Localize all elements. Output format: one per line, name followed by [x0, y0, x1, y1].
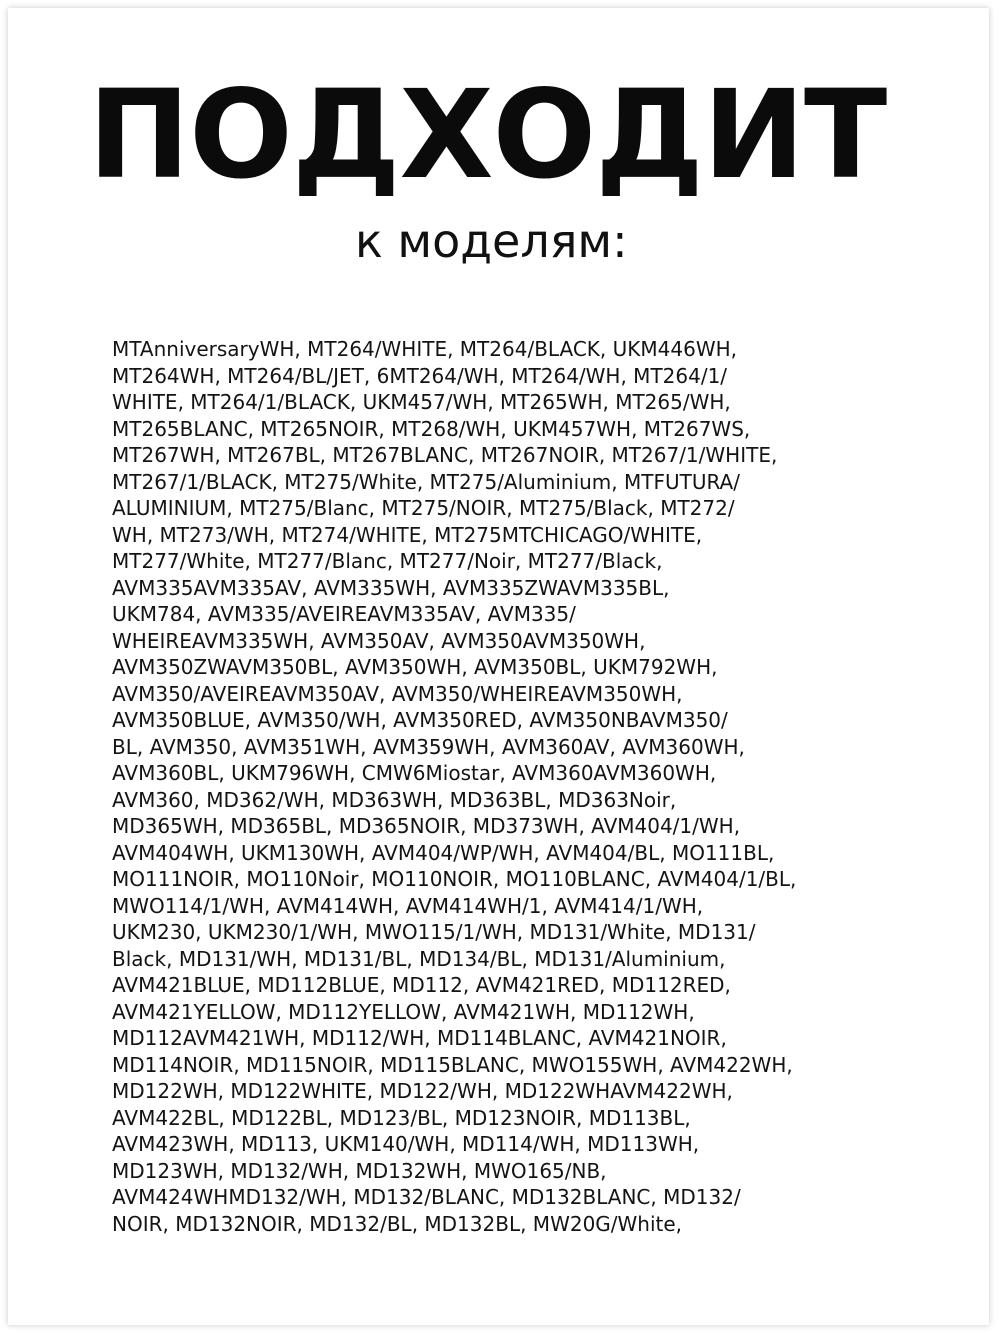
model-list-line: MO111NOIR, MO110Noir, MO110NOIR, MO110BLANC, AVM404/1/BL,: [112, 867, 797, 891]
model-list-line: UKM784, AVM335/AVEIREAVM335AV, AVM335/: [112, 602, 576, 626]
model-list-line: MWO114/1/WH, AVM414WH, AVM414WH/1, AVM414/1/WH,: [112, 893, 704, 918]
page-card: [8, 8, 989, 1325]
model-list-line: MT267WH, MT267BL, MT267BLANC, MT267NOIR, MT267/1/WHITE,: [112, 443, 778, 467]
model-list-line: MD112AVM421WH, MD112/WH, MD114BLANC, AVM421NOIR,: [112, 1026, 727, 1050]
model-list-line: AVM350ZWAVM350BL, AVM350WH, AVM350BL, UKM792WH,: [112, 655, 718, 679]
model-list-line: AVM404WH, UKM130WH, AVM404/WP/WH, AVM404/BL, MO111BL,: [112, 840, 775, 865]
model-list-line: WHITE, MT264/1/BLACK, UKM457/WH, MT265WH, MT265/WH,: [112, 390, 731, 414]
model-list-line: NOIR, MD132NOIR, MD132/BL, MD132BL, MW20G/White,: [112, 1211, 683, 1236]
model-list-line: AVM335AVM335AV, AVM335WH, AVM335ZWAVM335BL,: [112, 575, 670, 600]
model-list-line: AVM421YELLOW, MD112YELLOW, AVM421WH, MD112WH,: [112, 999, 695, 1024]
model-list-line: Black, MD131/WH, MD131/BL, MD134/BL, MD131/Aluminium,: [112, 946, 726, 971]
model-list-line: AVM422BL, MD122BL, MD123/BL, MD123NOIR, MD113BL,: [112, 1105, 691, 1130]
model-list-line: AVM360, MD362/WH, MD363WH, MD363BL, MD363Noir,: [112, 787, 677, 812]
main-heading: ПОДХОДИТ: [88, 64, 887, 206]
model-list-line: BL, AVM350, AVM351WH, AVM359WH, AVM360AV, AVM360WH,: [112, 734, 745, 759]
model-list-line: AVM350/AVEIREAVM350AV, AVM350/WHEIREAVM350WH,: [112, 681, 683, 706]
subheading: к моделям:: [355, 214, 628, 268]
model-list-line: MT277/White, MT277/Blanc, MT277/Noir, MT277/Black,: [112, 549, 663, 573]
model-list-line: ALUMINIUM, MT275/Blanc, MT275/NOIR, MT275/Black, MT272/: [112, 496, 735, 520]
model-list-line: MT265BLANC, MT265NOIR, MT268/WH, UKM457WH, MT267WS,: [112, 416, 751, 441]
model-list-line: WHEIREAVM335WH, AVM350AV, AVM350AVM350WH,: [112, 628, 646, 653]
model-list-line: WH, MT273/WH, MT274/WHITE, MT275MTCHICAGO/WHITE,: [112, 522, 703, 547]
model-list-line: AVM424WHMD132/WH, MD132/BLANC, MD132BLANC, MD132/: [112, 1185, 741, 1209]
model-list-line: MT264WH, MT264/BL/JET, 6MT264/WH, MT264/WH, MT264/1/: [112, 363, 728, 388]
model-list-line: UKM230, UKM230/1/WH, MWO115/1/WH, MD131/White, MD131/: [112, 920, 756, 944]
model-list-line: MD122WH, MD122WHITE, MD122/WH, MD122WHAVM422WH,: [112, 1079, 733, 1103]
models-list: [112, 336, 912, 1237]
model-list-line: AVM421BLUE, MD112BLUE, MD112, AVM421RED, MD112RED,: [112, 973, 731, 997]
model-list-line: MTAnniversaryWH, MT264/WHITE, MT264/BLACK, UKM446WH,: [112, 337, 737, 361]
model-list-line: MD365WH, MD365BL, MD365NOIR, MD373WH, AVM404/1/WH,: [112, 814, 741, 838]
model-list-line: AVM350BLUE, AVM350/WH, AVM350RED, AVM350NBAVM350/: [112, 708, 728, 732]
model-list-line: MD123WH, MD132/WH, MD132WH, MWO165/NB,: [112, 1158, 607, 1183]
model-list-line: AVM423WH, MD113, UKM140/WH, MD114/WH, MD113WH,: [112, 1132, 700, 1156]
model-list-line: MD114NOIR, MD115NOIR, MD115BLANC, MWO155WH, AVM422WH,: [112, 1052, 793, 1077]
model-list-line: MT267/1/BLACK, MT275/White, MT275/Aluminium, MTFUTURA/: [112, 469, 740, 494]
model-list-line: AVM360BL, UKM796WH, CMW6Miostar, AVM360AVM360WH,: [112, 761, 717, 785]
